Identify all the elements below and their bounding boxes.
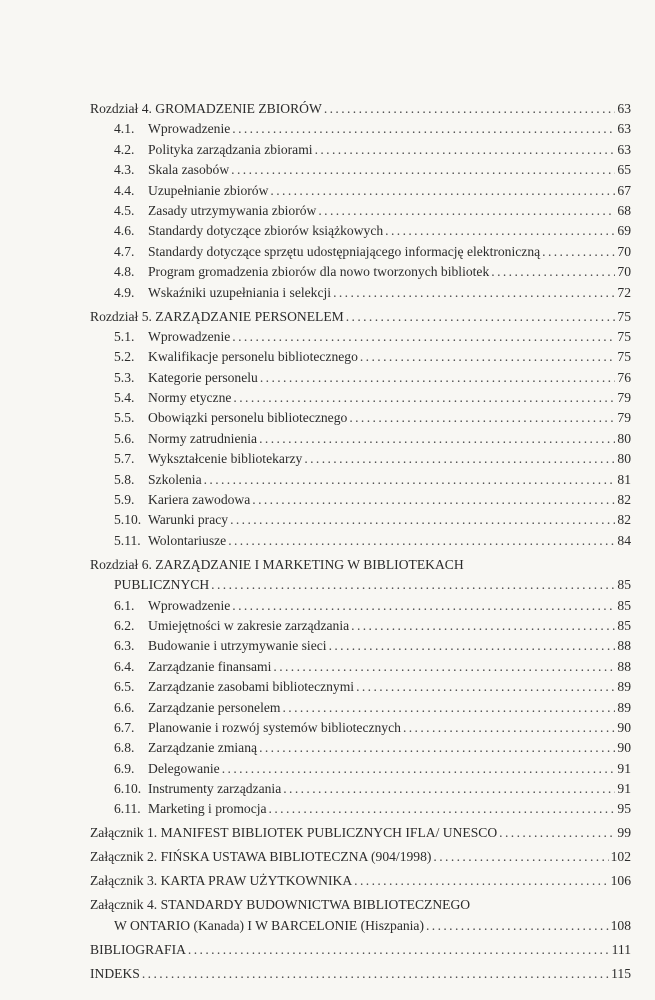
toc-section-entry	[90, 799, 631, 819]
dot-leader	[233, 388, 615, 408]
entry-title: INDEKS	[90, 965, 140, 981]
dot-leader	[228, 531, 615, 551]
page-number: 88	[617, 658, 631, 674]
dot-leader	[433, 847, 608, 867]
dot-leader	[499, 823, 615, 843]
dot-leader	[315, 140, 615, 160]
section-number: 5.11.	[114, 532, 141, 548]
toc-chapter-entry	[90, 555, 631, 575]
page-number: 95	[617, 801, 631, 817]
toc-section-entry	[90, 327, 631, 347]
page-number: 79	[617, 410, 631, 426]
toc-section-entry	[90, 470, 631, 490]
dot-leader	[426, 916, 609, 936]
toc-section-entry	[90, 388, 631, 408]
toc-section-entry	[90, 119, 631, 139]
section-number: 5.4.	[114, 390, 135, 406]
dot-leader	[259, 429, 615, 449]
dot-leader	[354, 871, 608, 891]
entry-title: Uzupełnianie zbiorów	[148, 182, 269, 198]
entry-title: Zarządzanie zmianą	[148, 740, 258, 756]
entry-title: Szkolenia	[148, 471, 202, 487]
toc-chapter-entry	[90, 823, 631, 843]
page-number: 90	[617, 740, 631, 756]
entry-title: Rozdział 5. ZARZĄDZANIE PERSONELEM	[90, 308, 344, 324]
dot-leader	[232, 119, 615, 139]
dot-leader	[346, 307, 615, 327]
entry-title: Zarządzanie personelem	[148, 699, 281, 715]
entry-title: Kwalifikacje personelu bibliotecznego	[148, 349, 358, 365]
toc-section-entry	[90, 347, 631, 367]
entry-title: Planowanie i rozwój systemów bibliotecznych	[148, 719, 401, 735]
entry-title: Budowanie i utrzymywanie sieci	[148, 638, 327, 654]
page-number: 115	[611, 965, 631, 981]
section-number: 5.6.	[114, 430, 135, 446]
toc-section-entry	[90, 698, 631, 718]
entry-title: Normy etyczne	[148, 390, 232, 406]
page-number: 79	[617, 390, 631, 406]
page-number: 70	[617, 264, 631, 280]
section-number: 6.10.	[114, 781, 142, 797]
entry-title: BIBLIOGRAFIA	[90, 941, 186, 957]
entry-title: Delegowanie	[148, 760, 220, 776]
dot-leader	[333, 283, 615, 303]
page-number: 84	[617, 532, 631, 548]
dot-leader	[403, 718, 615, 738]
toc-section-entry	[90, 449, 631, 469]
toc-chapter-entry	[90, 895, 631, 915]
dot-leader	[385, 221, 615, 241]
dot-leader	[329, 636, 615, 656]
section-number: 4.1.	[114, 121, 135, 137]
page-number: 63	[617, 141, 631, 157]
toc-section-entry	[90, 368, 631, 388]
entry-title: Kategorie personelu	[148, 369, 258, 385]
page-number: 91	[617, 760, 631, 776]
section-number: 4.7.	[114, 243, 135, 259]
entry-title: Wprowadzenie	[148, 328, 231, 344]
page-number: 88	[617, 638, 631, 654]
entry-title: Standardy dotyczące sprzętu udostępniającego informację elektroniczną	[148, 243, 541, 259]
page-number: 108	[610, 917, 631, 933]
entry-title: Wykształcenie bibliotekarzy	[148, 451, 303, 467]
page-number: 89	[617, 699, 631, 715]
entry-title: Polityka zarządzania zbiorami	[148, 141, 313, 157]
toc-section-entry	[90, 221, 631, 241]
toc-section-entry	[90, 490, 631, 510]
section-number: 4.6.	[114, 223, 135, 239]
toc-chapter-entry	[90, 575, 631, 595]
section-number: 6.1.	[114, 597, 135, 613]
dot-leader	[349, 408, 615, 428]
toc-chapter-entry	[90, 99, 631, 119]
toc-section-entry	[90, 596, 631, 616]
page-number: 90	[617, 719, 631, 735]
entry-title: Wprowadzenie	[148, 121, 231, 137]
entry-title: Instrumenty zarządzania	[148, 781, 282, 797]
section-number: 5.2.	[114, 349, 135, 365]
section-number: 6.2.	[114, 617, 135, 633]
dot-leader	[222, 759, 615, 779]
page-number: 75	[617, 308, 631, 324]
page-number: 65	[617, 162, 631, 178]
entry-title: PUBLICZNYCH	[114, 577, 210, 593]
page-number: 69	[617, 223, 631, 239]
dot-leader	[324, 99, 615, 119]
page-number: 75	[617, 349, 631, 365]
section-number: 5.9.	[114, 492, 135, 508]
section-number: 4.2.	[114, 141, 135, 157]
section-number: 5.7.	[114, 451, 135, 467]
page-number: 82	[617, 512, 631, 528]
dot-leader	[360, 347, 615, 367]
page-number: 75	[617, 328, 631, 344]
toc-section-entry	[90, 201, 631, 221]
toc-section-entry	[90, 657, 631, 677]
dot-leader	[231, 160, 615, 180]
page-number: 63	[617, 121, 631, 137]
page-number: 63	[617, 101, 631, 116]
section-number: 6.6.	[114, 699, 135, 715]
toc-section-entry	[90, 181, 631, 201]
toc-section-entry	[90, 738, 631, 758]
dot-leader	[260, 368, 615, 388]
page-number: 111	[611, 941, 631, 957]
entry-title: Załącznik 2. FIŃSKA USTAWA BIBLIOTECZNA (904/1998)	[90, 849, 432, 865]
toc-section-entry	[90, 429, 631, 449]
entry-title: Rozdział 4. GROMADZENIE ZBIORÓW	[90, 101, 322, 116]
page-number: 91	[617, 781, 631, 797]
section-number: 4.3.	[114, 162, 135, 178]
page-number: 85	[617, 577, 631, 593]
section-number: 6.8.	[114, 740, 135, 756]
entry-title: Zarządzanie finansami	[148, 658, 272, 674]
toc-chapter-entry	[90, 916, 631, 936]
entry-title: W ONTARIO (Kanada) I W BARCELONIE (Hiszpania)	[114, 917, 424, 933]
toc-chapter-entry	[90, 964, 631, 984]
section-number: 4.8.	[114, 264, 135, 280]
dot-leader	[232, 327, 615, 347]
table-of-contents	[90, 99, 631, 984]
page-number: 72	[617, 284, 631, 300]
toc-section-entry	[90, 140, 631, 160]
dot-leader	[273, 657, 615, 677]
entry-title: Skala zasobów	[148, 162, 230, 178]
entry-title: Kariera zawodowa	[148, 492, 251, 508]
toc-chapter-entry	[90, 847, 631, 867]
section-number: 5.5.	[114, 410, 135, 426]
toc-section-entry	[90, 718, 631, 738]
entry-title: Załącznik 1. MANIFEST BIBLIOTEK PUBLICZNYCH IFLA/ UNESCO	[90, 825, 498, 841]
dot-leader	[318, 201, 615, 221]
entry-title: Umiejętności w zakresie zarządzania	[148, 617, 350, 633]
dot-leader	[230, 510, 615, 530]
toc-section-entry	[90, 779, 631, 799]
section-number: 6.7.	[114, 719, 135, 735]
section-number: 6.9.	[114, 760, 135, 776]
entry-title: Rozdział 6. ZARZĄDZANIE I MARKETING W BIBLIOTEKACH	[90, 556, 464, 572]
entry-title: Załącznik 3. KARTA PRAW UŻYTKOWNIKA	[90, 873, 353, 889]
page-number: 82	[617, 492, 631, 508]
dot-leader	[204, 470, 615, 490]
page-number: 76	[617, 369, 631, 385]
entry-title: Wolontariusze	[148, 532, 227, 548]
section-number: 5.8.	[114, 471, 135, 487]
page-number: 81	[617, 471, 631, 487]
entry-title: Załącznik 4. STANDARDY BUDOWNICTWA BIBLIOTECZNEGO	[90, 897, 471, 913]
toc-section-entry	[90, 283, 631, 303]
entry-title: Standardy dotyczące zbiorów książkowych	[148, 223, 384, 239]
dot-leader	[142, 964, 609, 984]
entry-title: Wprowadzenie	[148, 597, 231, 613]
section-number: 6.3.	[114, 638, 135, 654]
page-number: 85	[617, 617, 631, 633]
entry-title: Normy zatrudnienia	[148, 430, 258, 446]
page-number: 106	[610, 873, 631, 889]
dot-leader	[232, 596, 615, 616]
toc-section-entry	[90, 759, 631, 779]
dot-leader	[491, 262, 615, 282]
section-number: 6.5.	[114, 679, 135, 695]
page-number: 85	[617, 597, 631, 613]
section-number: 5.1.	[114, 328, 135, 344]
dot-leader	[188, 940, 610, 960]
dot-leader	[356, 677, 615, 697]
dot-leader	[542, 242, 615, 262]
section-number: 4.5.	[114, 202, 135, 218]
dot-leader	[252, 490, 615, 510]
entry-title: Obowiązki personelu bibliotecznego	[148, 410, 348, 426]
entry-title: Marketing i promocja	[148, 801, 267, 817]
toc-section-entry	[90, 262, 631, 282]
dot-leader	[269, 799, 615, 819]
section-number: 4.4.	[114, 182, 135, 198]
dot-leader	[283, 779, 615, 799]
toc-chapter-entry	[90, 871, 631, 891]
entry-title: Warunki pracy	[148, 512, 229, 528]
toc-section-entry	[90, 510, 631, 530]
toc-section-entry	[90, 616, 631, 636]
section-number: 6.4.	[114, 658, 135, 674]
toc-section-entry	[90, 160, 631, 180]
toc-chapter-entry	[90, 307, 631, 327]
toc-section-entry	[90, 531, 631, 551]
page-number: 67	[617, 182, 631, 198]
page-number: 70	[617, 243, 631, 259]
section-number: 6.11.	[114, 801, 141, 817]
page-number: 80	[617, 451, 631, 467]
section-number: 5.10.	[114, 512, 142, 528]
entry-title: Zarządzanie zasobami bibliotecznymi	[148, 679, 355, 695]
toc-chapter-entry	[90, 940, 631, 960]
entry-title: Program gromadzenia zbiorów dla nowo tworzonych bibliotek	[148, 264, 490, 280]
page-number: 68	[617, 202, 631, 218]
dot-leader	[270, 181, 615, 201]
entry-title: Zasady utrzymywania zbiorów	[148, 202, 317, 218]
toc-section-entry	[90, 408, 631, 428]
dot-leader	[351, 616, 615, 636]
section-number: 5.3.	[114, 369, 135, 385]
page-number: 102	[610, 849, 631, 865]
page-number: 80	[617, 430, 631, 446]
page-number: 99	[617, 825, 631, 841]
toc-section-entry	[90, 677, 631, 697]
dot-leader	[211, 575, 615, 595]
dot-leader	[282, 698, 615, 718]
page-number: 89	[617, 679, 631, 695]
dot-leader	[259, 738, 615, 758]
toc-section-entry	[90, 636, 631, 656]
section-number: 4.9.	[114, 284, 135, 300]
entry-title: Wskaźniki uzupełniania i selekcji	[148, 284, 332, 300]
dot-leader	[304, 449, 615, 469]
toc-section-entry	[90, 242, 631, 262]
